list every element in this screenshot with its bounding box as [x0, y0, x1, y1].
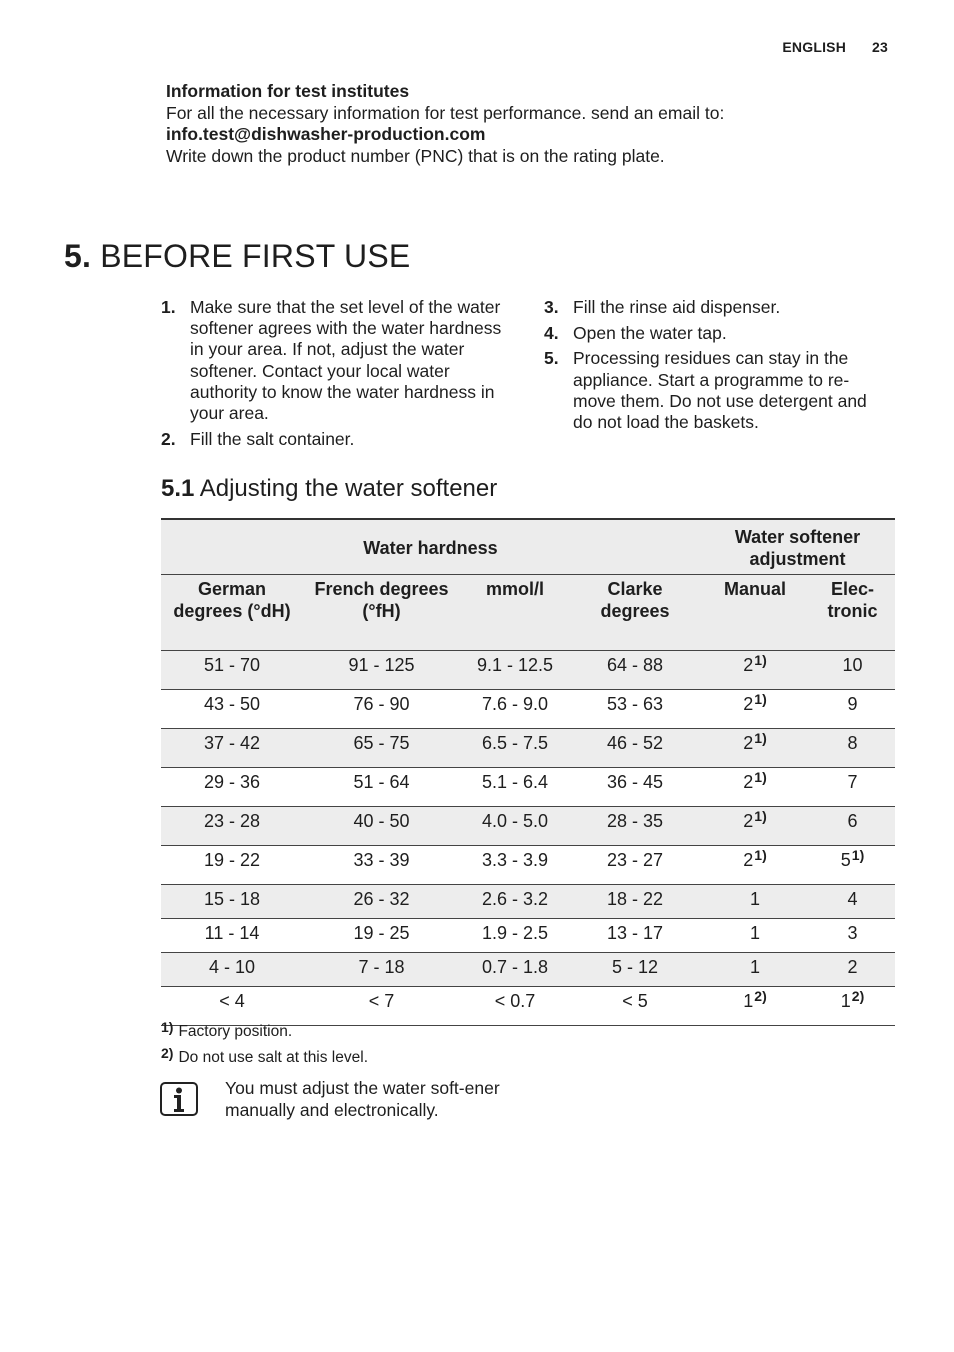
table-row: [161, 846, 895, 885]
steps-list-left: [161, 297, 517, 454]
cell-electronic-value: 7: [847, 772, 858, 792]
cell-german-degrees: 19 - 22: [161, 846, 303, 885]
cell-manual: [700, 690, 810, 729]
steps-list-right: [544, 297, 889, 438]
step-text: Open the water tap.: [573, 322, 727, 343]
column-header: German degrees (°dH): [161, 575, 303, 651]
cell-french-degrees: 33 - 39: [303, 846, 460, 885]
cell-manual-value: 1: [749, 889, 760, 909]
group-header-water-hardness: Water hardness: [161, 519, 700, 575]
step-item: [544, 323, 889, 344]
step-item: [544, 348, 889, 433]
cell-french-degrees: 7 - 18: [303, 953, 460, 987]
footnote-reference: 1): [754, 691, 767, 707]
step-number: 3.: [544, 297, 559, 317]
cell-clarke-degrees: 5 - 12: [570, 953, 700, 987]
cell-manual-value: 2: [743, 655, 754, 675]
cell-clarke-degrees: 64 - 88: [570, 651, 700, 690]
cell-manual: [700, 987, 810, 1026]
cell-clarke-degrees: < 5: [570, 987, 700, 1026]
column-header: mmol/l: [460, 575, 570, 651]
step-item: [544, 297, 889, 318]
cell-manual: [700, 919, 810, 953]
cell-electronic: [810, 919, 895, 953]
cell-german-degrees: 15 - 18: [161, 885, 303, 919]
table-row: [161, 729, 895, 768]
cell-french-degrees: 91 - 125: [303, 651, 460, 690]
cell-german-degrees: 11 - 14: [161, 919, 303, 953]
test-info-block: [166, 81, 866, 167]
header-language: ENGLISH: [782, 39, 847, 55]
cell-german-degrees: 37 - 42: [161, 729, 303, 768]
cell-manual: [700, 846, 810, 885]
cell-clarke-degrees: 36 - 45: [570, 768, 700, 807]
cell-manual-value: 2: [743, 694, 754, 714]
cell-electronic-value: 4: [847, 889, 858, 909]
section-number: 5.: [64, 238, 92, 274]
cell-manual-value: 2: [743, 733, 754, 753]
info-icon: [160, 1082, 198, 1116]
cell-french-degrees: < 7: [303, 987, 460, 1026]
cell-french-degrees: 51 - 64: [303, 768, 460, 807]
step-text: Fill the salt container.: [190, 428, 355, 449]
subsection-heading: [161, 475, 497, 503]
cell-manual: [700, 651, 810, 690]
test-info-title: Information for test institutes: [166, 81, 410, 101]
cell-electronic: [810, 690, 895, 729]
cell-clarke-degrees: 23 - 27: [570, 846, 700, 885]
footnote-reference: 1): [754, 769, 767, 785]
column-header: Clarke degrees: [570, 575, 700, 651]
column-header: French degrees (°fH): [303, 575, 460, 651]
step-number: 1.: [161, 297, 176, 317]
cell-clarke-degrees: 13 - 17: [570, 919, 700, 953]
cell-manual: [700, 768, 810, 807]
cell-french-degrees: 26 - 32: [303, 885, 460, 919]
footnote-text: Do not use salt at this level.: [178, 1049, 368, 1066]
test-info-line2: Write down the product number (PNC) that is on the rating plate.: [166, 145, 665, 166]
footnote-mark: 2): [161, 1045, 174, 1061]
cell-manual-value: 2: [743, 811, 754, 831]
test-info-line1: For all the necessary information for test performance. send an email to:: [166, 102, 725, 123]
table-body: [161, 651, 895, 1026]
cell-electronic-value: 6: [847, 811, 858, 831]
subsection-number: 5.1: [161, 475, 195, 502]
footnote-text: Factory position.: [178, 1023, 293, 1040]
cell-french-degrees: 19 - 25: [303, 919, 460, 953]
cell-mmol: 3.3 - 3.9: [460, 846, 570, 885]
footnote-reference: 1): [754, 652, 767, 668]
cell-german-degrees: 4 - 10: [161, 953, 303, 987]
cell-mmol: 1.9 - 2.5: [460, 919, 570, 953]
cell-manual: [700, 807, 810, 846]
note-text: You must adjust the water soft-ener manually and electronically.: [225, 1078, 500, 1120]
column-header: Manual: [700, 575, 810, 651]
cell-electronic: [810, 729, 895, 768]
footnote-reference: 1): [754, 808, 767, 824]
table-row: [161, 651, 895, 690]
footnote-reference: 1): [851, 847, 865, 863]
step-number: 4.: [544, 322, 559, 343]
footnote-mark: 1): [161, 1019, 174, 1035]
table-row: [161, 919, 895, 953]
cell-electronic: [810, 987, 895, 1026]
cell-electronic-value: 2: [847, 957, 858, 977]
footnote-reference: 1): [754, 847, 767, 863]
footnote-reference: 1): [754, 730, 767, 746]
cell-mmol: 6.5 - 7.5: [460, 729, 570, 768]
cell-electronic: [810, 953, 895, 987]
cell-electronic-value: 5: [840, 850, 851, 870]
test-info-email: info.test@dishwasher-production.com: [166, 124, 486, 144]
cell-mmol: < 0.7: [460, 987, 570, 1026]
cell-clarke-degrees: 18 - 22: [570, 885, 700, 919]
cell-electronic-value: 10: [842, 655, 863, 675]
cell-clarke-degrees: 28 - 35: [570, 807, 700, 846]
group-header-softener-adjustment: Water softener adjustment: [700, 519, 895, 575]
cell-german-degrees: 43 - 50: [161, 690, 303, 729]
column-header: Elec-tronic: [810, 575, 895, 651]
page-header: [782, 39, 888, 55]
cell-electronic-value: 1: [840, 991, 851, 1011]
cell-manual: [700, 885, 810, 919]
footnote: [161, 1045, 368, 1071]
cell-electronic-value: 9: [847, 694, 858, 714]
footnote-reference: 2): [754, 988, 767, 1004]
cell-electronic: [810, 651, 895, 690]
cell-french-degrees: 40 - 50: [303, 807, 460, 846]
cell-german-degrees: 51 - 70: [161, 651, 303, 690]
table-row: [161, 885, 895, 919]
cell-clarke-degrees: 46 - 52: [570, 729, 700, 768]
step-item: [161, 297, 517, 424]
cell-german-degrees: 29 - 36: [161, 768, 303, 807]
cell-french-degrees: 65 - 75: [303, 729, 460, 768]
cell-mmol: 2.6 - 3.2: [460, 885, 570, 919]
table-row: [161, 807, 895, 846]
footnote: [161, 1019, 368, 1045]
step-number: 5.: [544, 348, 559, 369]
section-title: BEFORE FIRST USE: [100, 238, 411, 274]
step-text: Make sure that the set level of the water softener agrees with the water hardness in your area. If not, adjust the water softener. Contact your local water authority to know the water hardness in your area.: [190, 297, 502, 424]
cell-electronic: [810, 807, 895, 846]
cell-electronic-value: 3: [847, 923, 858, 943]
cell-mmol: 0.7 - 1.8: [460, 953, 570, 987]
cell-french-degrees: 76 - 90: [303, 690, 460, 729]
table-row: [161, 690, 895, 729]
header-page-number: 23: [872, 39, 888, 55]
cell-german-degrees: 23 - 28: [161, 807, 303, 846]
table-row: [161, 768, 895, 807]
cell-manual-value: 2: [743, 772, 754, 792]
cell-mmol: 9.1 - 12.5: [460, 651, 570, 690]
water-hardness-table: [161, 518, 895, 1026]
cell-manual-value: 2: [743, 850, 754, 870]
cell-manual: [700, 729, 810, 768]
step-number: 2.: [161, 428, 176, 449]
table-row: [161, 953, 895, 987]
cell-mmol: 4.0 - 5.0: [460, 807, 570, 846]
cell-manual: [700, 953, 810, 987]
cell-electronic: [810, 768, 895, 807]
cell-german-degrees: < 4: [161, 987, 303, 1026]
cell-mmol: 7.6 - 9.0: [460, 690, 570, 729]
cell-electronic: [810, 846, 895, 885]
footnote-reference: 2): [851, 988, 865, 1004]
cell-manual-value: 1: [749, 923, 760, 943]
step-item: [161, 429, 517, 450]
step-text: Fill the rinse aid dispenser.: [573, 297, 781, 317]
cell-electronic: [810, 885, 895, 919]
subsection-title: Adjusting the water softener: [199, 475, 498, 502]
cell-manual-value: 1: [749, 957, 760, 977]
cell-clarke-degrees: 53 - 63: [570, 690, 700, 729]
section-heading: [64, 238, 410, 275]
cell-mmol: 5.1 - 6.4: [460, 768, 570, 807]
cell-manual-value: 1: [743, 991, 754, 1011]
footnotes: [161, 1019, 368, 1071]
step-text: Processing residues can stay in the appliance. Start a programme to re-move them. Do not use detergent and do not load the baskets.: [573, 348, 867, 433]
cell-electronic-value: 8: [847, 733, 858, 753]
